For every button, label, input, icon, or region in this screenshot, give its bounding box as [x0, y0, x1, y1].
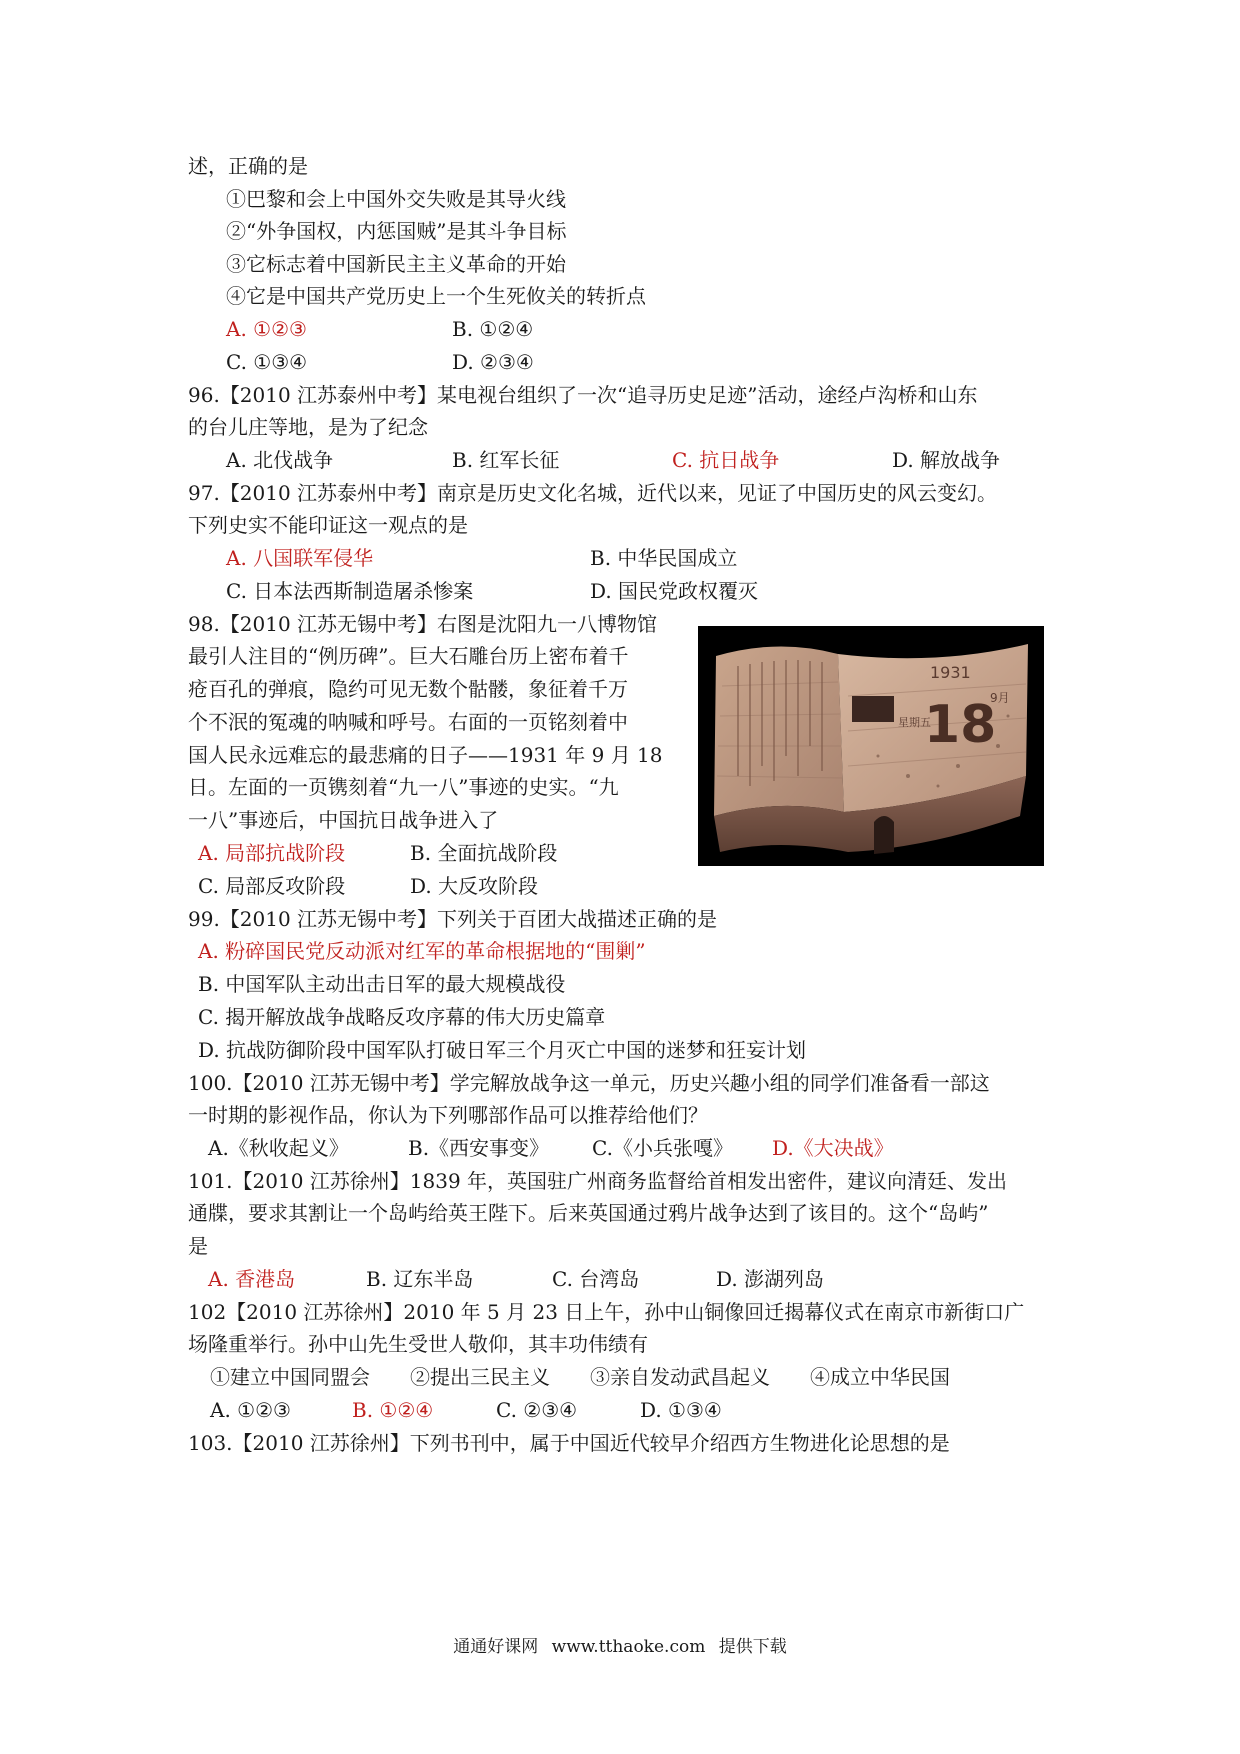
- q101-stem-3: 是: [188, 1234, 208, 1258]
- q100-option-a: A.《秋收起义》: [208, 1136, 349, 1160]
- q100-option-b: B.《西安事变》: [408, 1136, 550, 1160]
- q99-option-b: B. 中国军队主动出击日军的最大规模战役: [198, 972, 566, 996]
- q102-stem-1: 102【2010 江苏徐州】2010 年 5 月 23 日上午，孙中山铜像回迁揭幕仪式在南京市新街口广: [188, 1300, 1025, 1324]
- q96-option-b: B. 红军长征: [452, 448, 560, 472]
- q97-option-a-answer: A. 八国联军侵华: [226, 546, 374, 570]
- q97-stem-1: 97.【2010 江苏泰州中考】南京是历史文化名城，近代以来，见证了中国历史的风云变幻。: [188, 481, 998, 505]
- q97-stem-2: 下列史实不能印证这一观点的是: [188, 513, 468, 537]
- q98-stem-6: 日。左面的一页镌刻着“九一八”事迹的史实。“九: [188, 775, 619, 799]
- q95-statement-1: ①巴黎和会上中国外交失败是其导火线: [226, 187, 566, 211]
- footer-url[interactable]: www.tthaoke.com: [551, 1637, 706, 1657]
- q98-option-b: B. 全面抗战阶段: [410, 841, 558, 865]
- q98-stem-5: 国人民永远难忘的最悲痛的日子——1931 年 9 月 18: [188, 743, 663, 767]
- q99-option-d: D. 抗战防御阶段中国军队打破日军三个月灭亡中国的迷梦和狂妄计划: [198, 1038, 807, 1062]
- q95-statement-2: ②“外争国权，内惩国贼”是其斗争目标: [226, 219, 567, 243]
- q100-option-c: C.《小兵张嘎》: [592, 1136, 733, 1160]
- q97-option-b: B. 中华民国成立: [590, 546, 738, 570]
- monument-month: 9月: [990, 691, 1010, 705]
- page-footer: [0, 1632, 1240, 1657]
- footer-site-name: 通通好课网: [453, 1637, 539, 1657]
- q102-option-b-answer: B. ①②④: [352, 1398, 434, 1422]
- q101-stem-1: 101.【2010 江苏徐州】1839 年，英国驻广州商务监督给首相发出密件，建议向清廷、发出: [188, 1169, 1008, 1193]
- monument-year: 1931: [930, 663, 971, 682]
- q97-option-d: D. 国民党政权覆灭: [590, 579, 759, 603]
- q98-stem-3: 疮百孔的弹痕，隐约可见无数个骷髅，象征着千万: [188, 677, 628, 701]
- q96-stem-1: 96.【2010 江苏泰州中考】某电视台组织了一次“追寻历史足迹”活动，途经卢沟桥和山东: [188, 383, 978, 407]
- q95-stem-tail: 述，正确的是: [188, 154, 308, 178]
- q95-option-a-answer: A. ①②③: [226, 317, 307, 341]
- q98-stem-1: 98.【2010 江苏无锡中考】右图是沈阳九一八博物馆: [188, 612, 658, 636]
- q96-option-d: D. 解放战争: [892, 448, 1001, 472]
- monument-weekday: 星期五: [898, 716, 931, 729]
- q96-option-c-answer: C. 抗日战争: [672, 448, 780, 472]
- footer-download-text: 提供下载: [718, 1637, 787, 1657]
- q97-option-c: C. 日本法西斯制造屠杀惨案: [226, 579, 474, 603]
- q100-stem-1: 100.【2010 江苏无锡中考】学完解放战争这一单元，历史兴趣小组的同学们准备看一部这: [188, 1071, 990, 1095]
- q99-stem: 99.【2010 江苏无锡中考】下列关于百团大战描述正确的是: [188, 907, 718, 931]
- q98-stem-4: 个不泯的冤魂的呐喊和呼号。右面的一页铭刻着中: [188, 710, 628, 734]
- q101-option-d: D. 澎湖列岛: [716, 1267, 825, 1291]
- q103-stem: 103.【2010 江苏徐州】下列书刊中，属于中国近代较早介绍西方生物进化论思想的是: [188, 1431, 950, 1455]
- q101-option-a-answer: A. 香港岛: [208, 1267, 296, 1291]
- q101-option-b: B. 辽东半岛: [366, 1267, 474, 1291]
- q101-stem-2: 通牒，要求其割让一个岛屿给英王陛下。后来英国通过鸦片战争达到了该目的。这个“岛屿”: [188, 1201, 989, 1225]
- q98-option-c: C. 局部反攻阶段: [198, 874, 346, 898]
- q99-option-a-answer: A. 粉碎国民党反动派对红军的革命根据地的“围剿”: [198, 939, 646, 963]
- q102-stem-2: 场隆重举行。孙中山先生受世人敬仰，其丰功伟绩有: [188, 1332, 648, 1356]
- q100-stem-2: 一时期的影视作品，你认为下列哪部作品可以推荐给他们？: [188, 1103, 708, 1127]
- q96-option-a: A. 北伐战争: [226, 448, 334, 472]
- q102-statements: ①建立中国同盟会 ②提出三民主义 ③亲自发动武昌起义 ④成立中华民国: [210, 1365, 950, 1389]
- monument-day: 18: [924, 695, 997, 755]
- q102-option-c: C. ②③④: [496, 1398, 578, 1422]
- q96-stem-2: 的台儿庄等地，是为了纪念: [188, 415, 428, 439]
- q102-option-a: A. ①②③: [210, 1398, 291, 1422]
- q99-option-c: C. 揭开解放战争战略反攻序幕的伟大历史篇章: [198, 1005, 606, 1029]
- calendar-monument-photo: [698, 626, 1044, 866]
- q98-stem-2: 最引人注目的“例历碑”。巨大石雕台历上密布着千: [188, 644, 629, 668]
- q95-option-c: C. ①③④: [226, 350, 308, 374]
- q102-option-d: D. ①③④: [640, 1398, 722, 1422]
- q95-statement-4: ④它是中国共产党历史上一个生死攸关的转折点: [226, 284, 646, 308]
- q101-option-c: C. 台湾岛: [552, 1267, 640, 1291]
- q95-option-d: D. ②③④: [452, 350, 534, 374]
- q98-option-d: D. 大反攻阶段: [410, 874, 539, 898]
- q95-option-b: B. ①②④: [452, 317, 534, 341]
- q95-statement-3: ③它标志着中国新民主主义革命的开始: [226, 252, 566, 276]
- q98-option-a-answer: A. 局部抗战阶段: [198, 841, 346, 865]
- q98-stem-7: 一八”事迹后，中国抗日战争进入了: [188, 808, 499, 832]
- q100-option-d-answer: D.《大决战》: [772, 1136, 894, 1160]
